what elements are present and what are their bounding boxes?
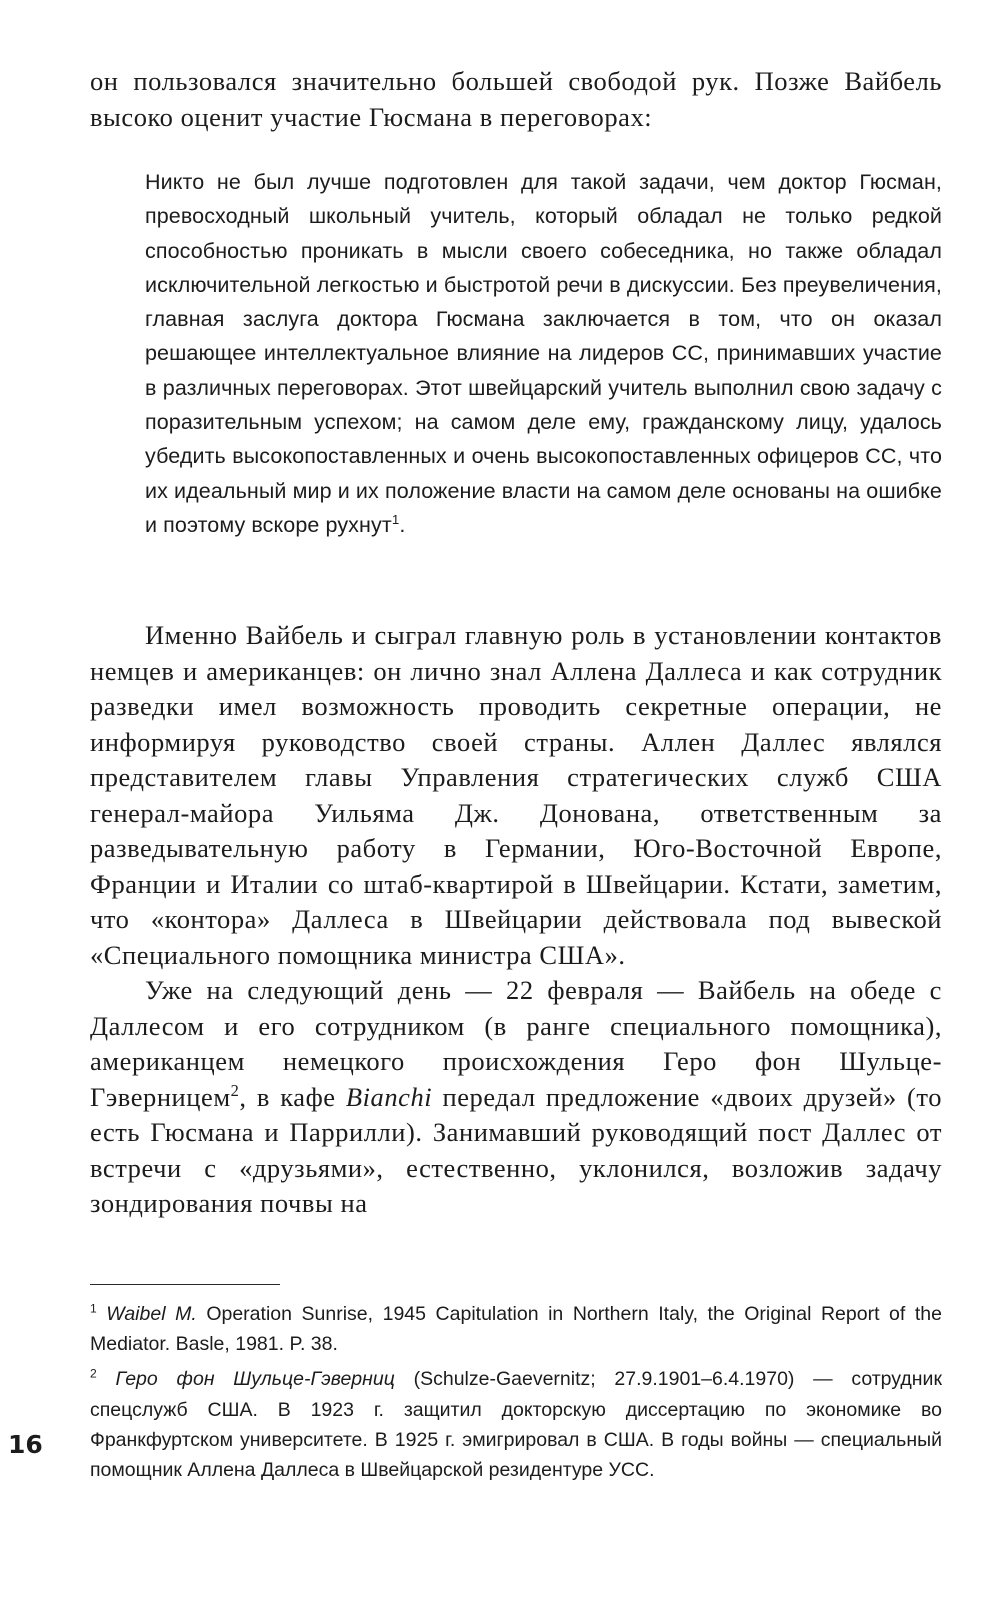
- quote-text: Никто не был лучше подготовлен для такой задачи, чем доктор Гюсман, превосходный школьный учитель, который обладал не только редкой способностью проникать в мысли своего собеседника, но также обладал исключительной легкостью и быстротой речи в дискуссии. Без преувеличения, главная заслуга доктора Гюсмана заключается в том, что он оказал решающее интеллектуальное влияние на лидеров СС, принимавших участие в различных переговорах. Этот швейцарский учитель выполнил свою задачу с поразительным успехом; на самом деле ему, гражданскому лицу, удалось убедить высокопоставленных и очень высокопоставленных офицеров СС, что их идеальный мир и их положение власти на самом деле основаны на ошибке и поэтому вскоре рухнут: [145, 170, 942, 537]
- lead-paragraph: он пользовался значительно большей свободой рук. Позже Вайбель высоко оценит участие Гюсмана в переговорах:: [90, 66, 942, 132]
- footnote-2-text: (Schulze-Gaevernitz; 27.9.1901–6.4.1970) — сотрудник спецслужб США. В 1923 г. защитил докторскую диссертацию по экономике во Франкфуртском университете. В 1925 г. эмигрировал в США. В годы войны — специальный помощник Аллена Даллеса в Швейцарской резидентуре УСС.: [90, 1368, 942, 1482]
- footnote-1-author: Waibel M.: [106, 1303, 197, 1325]
- footnote-2-number: 2: [90, 1366, 97, 1381]
- footnote-divider: [90, 1284, 280, 1285]
- page-number: 16: [8, 1430, 43, 1459]
- paragraph-3: [90, 973, 942, 1222]
- footnote-ref-1[interactable]: 1: [391, 511, 400, 527]
- paragraph-2: Именно Вайбель и сыграл главную роль в установлении контактов немцев и американцев: он лично знал Аллена Даллеса и как сотрудник разведки имел возможность проводить секретные операции, не информируя руководство своей страны. Аллен Даллес являлся представителем главы Управления стратегических служб США генерал-майора Уильяма Дж. Донована, ответственным за разведывательную работу в Германии, Юго-Восточной Европе, Франции и Италии со штаб-квартирой в Швейцарии. Кстати, заметим, что «контора» Даллеса в Швейцарии действовала под вывеской «Специального помощника министра США».: [90, 620, 942, 970]
- main-text: [90, 618, 942, 1222]
- cafe-name: Bianchi: [345, 1081, 433, 1112]
- quote-end: .: [399, 512, 406, 537]
- paragraph-3-part3: передал предложение «двоих друзей» (то есть Гюсмана и Паррилли). Занимавший руководящий пост Даллес от встречи с «друзьями», естественно, уклонился, возложив задачу зондирования почвы на: [90, 1081, 943, 1218]
- paragraph-3-part2: , в кафе: [239, 1081, 346, 1112]
- block-quote: [145, 165, 942, 542]
- footnote-1-text: Operation Sunrise, 1945 Capitulation in Northern Italy, the Original Report of the Mediator. Basle, 1981. P. 38.: [90, 1303, 942, 1356]
- footnote-1-number: 1: [90, 1301, 97, 1316]
- footnotes: [90, 1299, 942, 1490]
- footnote-2-author: Геро фон Шульце-Гэверниц: [115, 1368, 395, 1391]
- footnote-1: [90, 1299, 942, 1359]
- paragraph-3-part1: Уже на следующий день — 22 февраля — Вайбель на обеде с Даллесом и его сотрудником (в ранге специального помощника), американцем немецкого происхождения Геро фон Шульце-Гэверницем: [90, 975, 942, 1112]
- footnote-ref-2[interactable]: 2: [230, 1080, 240, 1100]
- footnote-2: [90, 1364, 942, 1485]
